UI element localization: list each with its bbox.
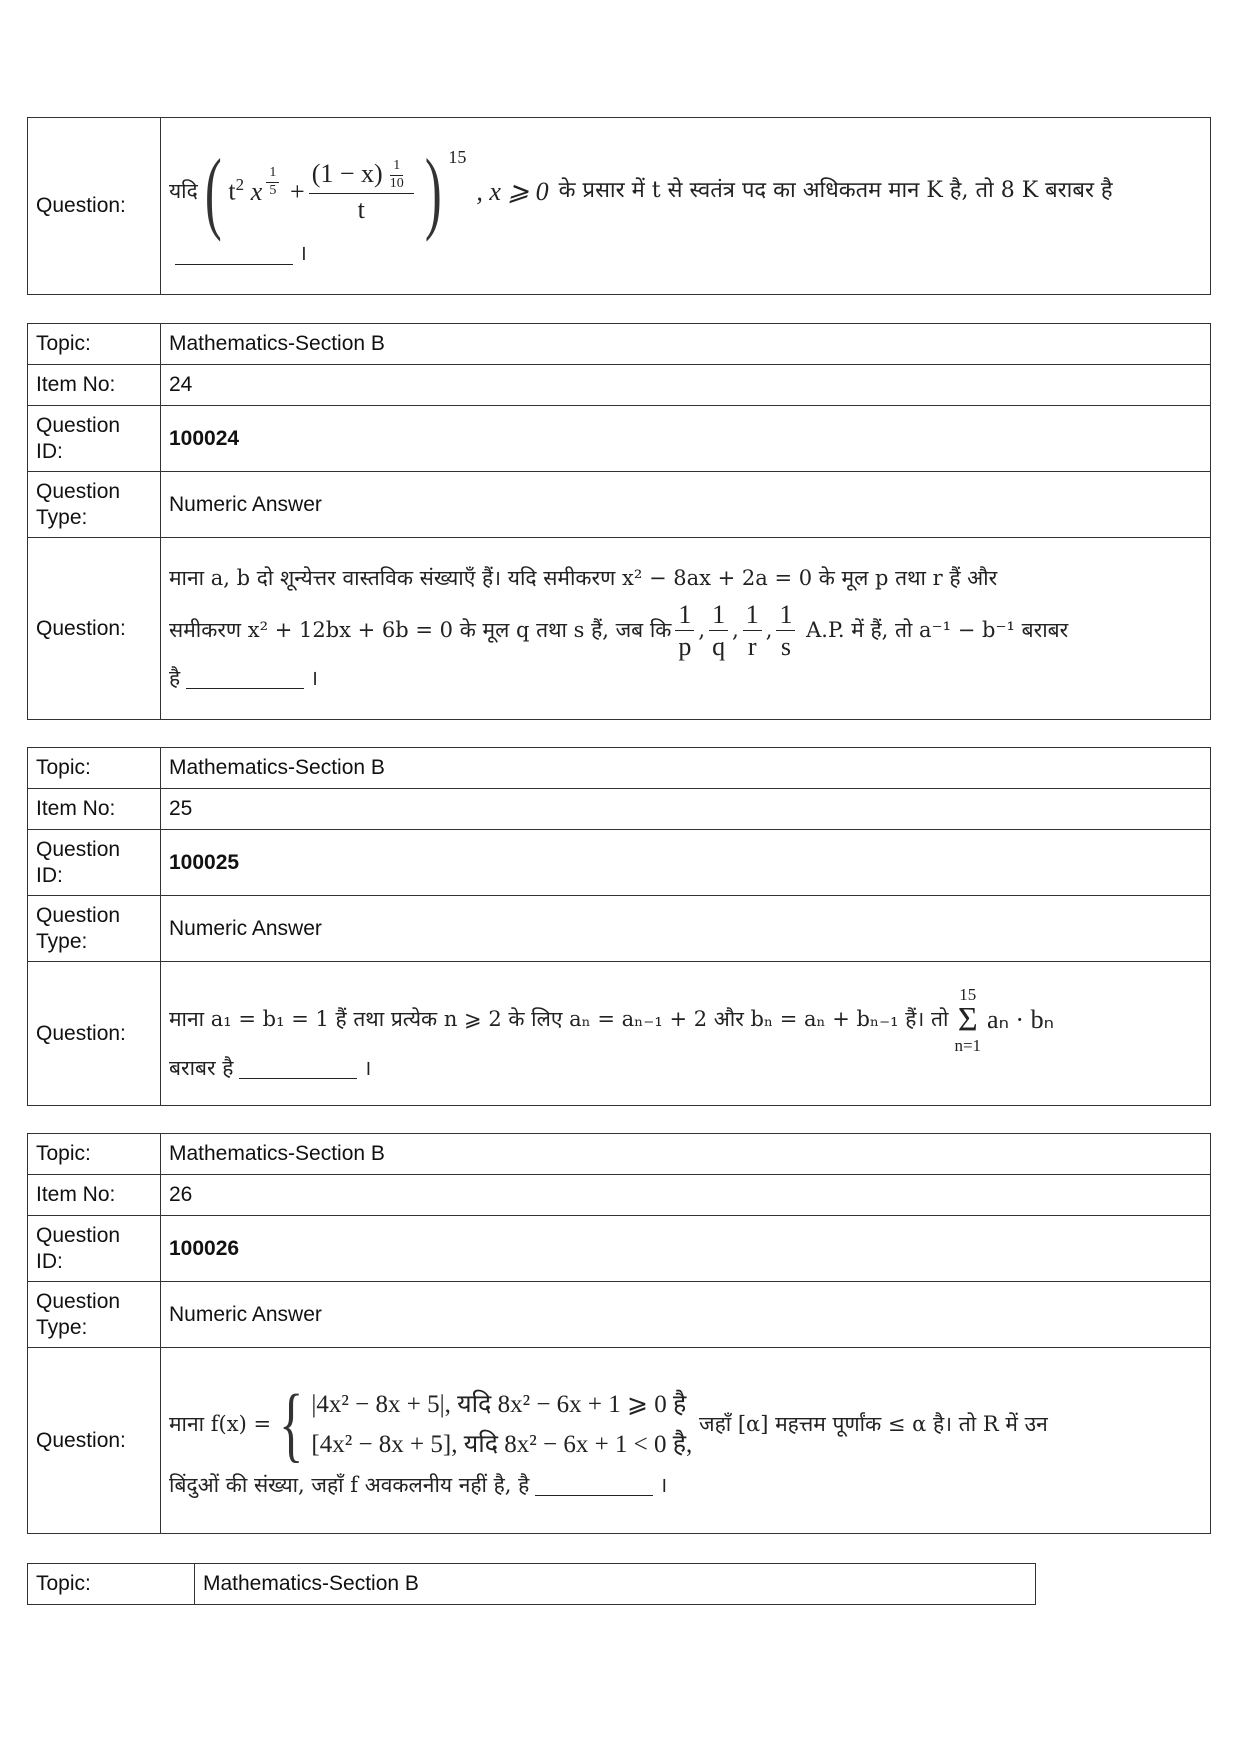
question-type-label: Question Type: bbox=[28, 896, 161, 962]
question-type-row bbox=[28, 472, 1211, 538]
question-type-value: Numeric Answer bbox=[161, 472, 1211, 538]
topic-row bbox=[28, 1564, 1036, 1605]
main-fraction: (1 − x) $\frac{1}{10}$ t bbox=[309, 158, 414, 225]
topic-row bbox=[28, 1134, 1211, 1175]
item-no-value: 24 bbox=[161, 365, 1211, 406]
question-line-2 bbox=[169, 1056, 1202, 1081]
question-end: । bbox=[363, 1055, 372, 1080]
question-label: Question: bbox=[28, 538, 161, 720]
x-exponent: $\frac{1}{5}$ bbox=[266, 165, 279, 200]
question-line-2a: समीकरण x² + 12bx + 6b = 0 के मूल q तथा s हैं, जब कि bbox=[169, 617, 672, 642]
question-end: । bbox=[310, 666, 319, 691]
answer-blank bbox=[239, 1058, 357, 1079]
question-label: Question: bbox=[28, 1348, 161, 1534]
question-type-row bbox=[28, 896, 1211, 962]
term-x: x bbox=[250, 176, 263, 206]
question-24-table bbox=[27, 323, 1211, 720]
question-type-value: Numeric Answer bbox=[161, 896, 1211, 962]
question-line-2-text: बराबर है bbox=[169, 1055, 234, 1080]
question-content bbox=[161, 962, 1211, 1106]
question-label: Question: bbox=[28, 118, 161, 295]
question-id-label: Question ID: bbox=[28, 830, 161, 896]
summation-term: aₙ · bₙ bbox=[987, 1005, 1054, 1035]
question-content bbox=[161, 1348, 1211, 1534]
case-2: [4x² − 8x + 5], यदि 8x² − 6x + 1 < 0 है, bbox=[311, 1430, 693, 1458]
question-type-value: Numeric Answer bbox=[161, 1282, 1211, 1348]
answer-blank bbox=[186, 668, 304, 689]
case-1: |4x² − 8x + 5|, यदि 8x² − 6x + 1 ⩾ 0 है bbox=[311, 1390, 687, 1418]
question-line-2: समीकरण x² + 12bx + 6b = 0 के मूल q तथा s हैं, जब कि $\frac{1}{p}$ , $\frac{1}{q}$ , $\frac{1}{r}$ , $\frac{1}{s}$ A.P. में हैं, तो a⁻¹ − b⁻¹ बराबर bbox=[169, 599, 1069, 661]
question-type-label: Question Type: bbox=[28, 472, 161, 538]
power-15: 15 bbox=[448, 147, 467, 168]
question-id-label: Question ID: bbox=[28, 406, 161, 472]
item-no-label: Item No: bbox=[28, 1175, 161, 1216]
question-line-3-text: है bbox=[169, 666, 181, 691]
topic-value: Mathematics-Section B bbox=[195, 1564, 1036, 1605]
question-end: । bbox=[299, 241, 307, 266]
topic-row bbox=[28, 324, 1211, 365]
topic-value: Mathematics-Section B bbox=[161, 748, 1211, 789]
question-27-table bbox=[27, 1563, 1036, 1605]
question-content bbox=[161, 118, 1211, 295]
topic-label: Topic: bbox=[28, 748, 161, 789]
item-no-row bbox=[28, 365, 1211, 406]
question-id-value: 100025 bbox=[161, 830, 1211, 896]
question-id-value: 100026 bbox=[161, 1216, 1211, 1282]
fraction-1-over-r: $\frac{1}{r}$ bbox=[743, 599, 762, 662]
question-text: के प्रसार में t से स्वतंत्र पद का अधिकतम मान K है, तो 8 K बराबर है bbox=[558, 178, 1113, 204]
question-id-label: Question ID: bbox=[28, 1216, 161, 1282]
item-no-row bbox=[28, 1175, 1211, 1216]
question-line-1 bbox=[169, 140, 1202, 243]
topic-label: Topic: bbox=[28, 1564, 195, 1605]
answer-blank bbox=[535, 1475, 653, 1496]
question-line-2-text: बिंदुओं की संख्या, जहाँ f अवकलनीय नहीं है, है bbox=[169, 1472, 530, 1497]
plus-sign: + bbox=[290, 176, 305, 206]
fraction-1-over-s: $\frac{1}{s}$ bbox=[776, 599, 795, 662]
topic-label: Topic: bbox=[28, 324, 161, 365]
question-content bbox=[161, 538, 1211, 720]
question-line-2 bbox=[169, 241, 1202, 266]
summation: 15 Σ n=1 bbox=[954, 984, 982, 1055]
question-26-table bbox=[27, 1133, 1211, 1534]
question-25-table bbox=[27, 747, 1211, 1106]
topic-value: Mathematics-Section B bbox=[161, 1134, 1211, 1175]
question-type-row bbox=[28, 1282, 1211, 1348]
topic-value: Mathematics-Section B bbox=[161, 324, 1211, 365]
question-row bbox=[28, 962, 1211, 1106]
fraction-1-over-q: $\frac{1}{q}$ bbox=[709, 599, 728, 662]
question-line-2 bbox=[169, 1473, 1202, 1498]
question-23-table bbox=[27, 117, 1211, 295]
question-line-1 bbox=[169, 1377, 1202, 1471]
left-paren: ( bbox=[204, 140, 222, 243]
question-row bbox=[28, 118, 1211, 295]
question-yadi: यदि bbox=[169, 178, 198, 203]
question-line-1: माना a, b दो शून्येत्तर वास्तविक संख्याएँ हैं। यदि समीकरण x² − 8ax + 2a = 0 के मूल p तथा r हैं और bbox=[169, 565, 998, 590]
question-id-row bbox=[28, 406, 1211, 472]
question-tail: जहाँ [α] महत्तम पूर्णांक ≤ α है। तो R में उन bbox=[698, 1412, 1048, 1437]
question-label: Question: bbox=[28, 962, 161, 1106]
answer-blank bbox=[175, 244, 293, 265]
item-no-value: 26 bbox=[161, 1175, 1211, 1216]
right-paren: ) bbox=[424, 140, 442, 243]
item-no-row bbox=[28, 789, 1211, 830]
fraction-1-over-p: $\frac{1}{p}$ bbox=[675, 599, 694, 662]
condition: , x ⩾ 0 bbox=[476, 176, 549, 206]
left-brace: { bbox=[279, 1377, 304, 1471]
item-no-value: 25 bbox=[161, 789, 1211, 830]
question-type-label: Question Type: bbox=[28, 1282, 161, 1348]
item-no-label: Item No: bbox=[28, 365, 161, 406]
question-id-row bbox=[28, 830, 1211, 896]
question-id-row bbox=[28, 1216, 1211, 1282]
piecewise-cases bbox=[311, 1385, 692, 1465]
question-row bbox=[28, 1348, 1211, 1534]
question-line-2b: A.P. में हैं, तो a⁻¹ − b⁻¹ बराबर bbox=[806, 617, 1069, 642]
topic-label: Topic: bbox=[28, 1134, 161, 1175]
question-end: । bbox=[659, 1472, 668, 1497]
term-t2: $t^2$ bbox=[228, 175, 245, 207]
question-line-1 bbox=[169, 986, 1202, 1054]
item-no-label: Item No: bbox=[28, 789, 161, 830]
question-id-value: 100024 bbox=[161, 406, 1211, 472]
topic-row bbox=[28, 748, 1211, 789]
function-lead: माना f(x) = bbox=[169, 1412, 272, 1437]
question-line-3 bbox=[169, 666, 1202, 691]
question-row bbox=[28, 538, 1211, 720]
question-line-1-text: माना a₁ = b₁ = 1 हैं तथा प्रत्येक n ⩾ 2 के लिए aₙ = aₙ₋₁ + 2 और bₙ = aₙ + bₙ₋₁ हैं। तो bbox=[169, 1007, 949, 1032]
